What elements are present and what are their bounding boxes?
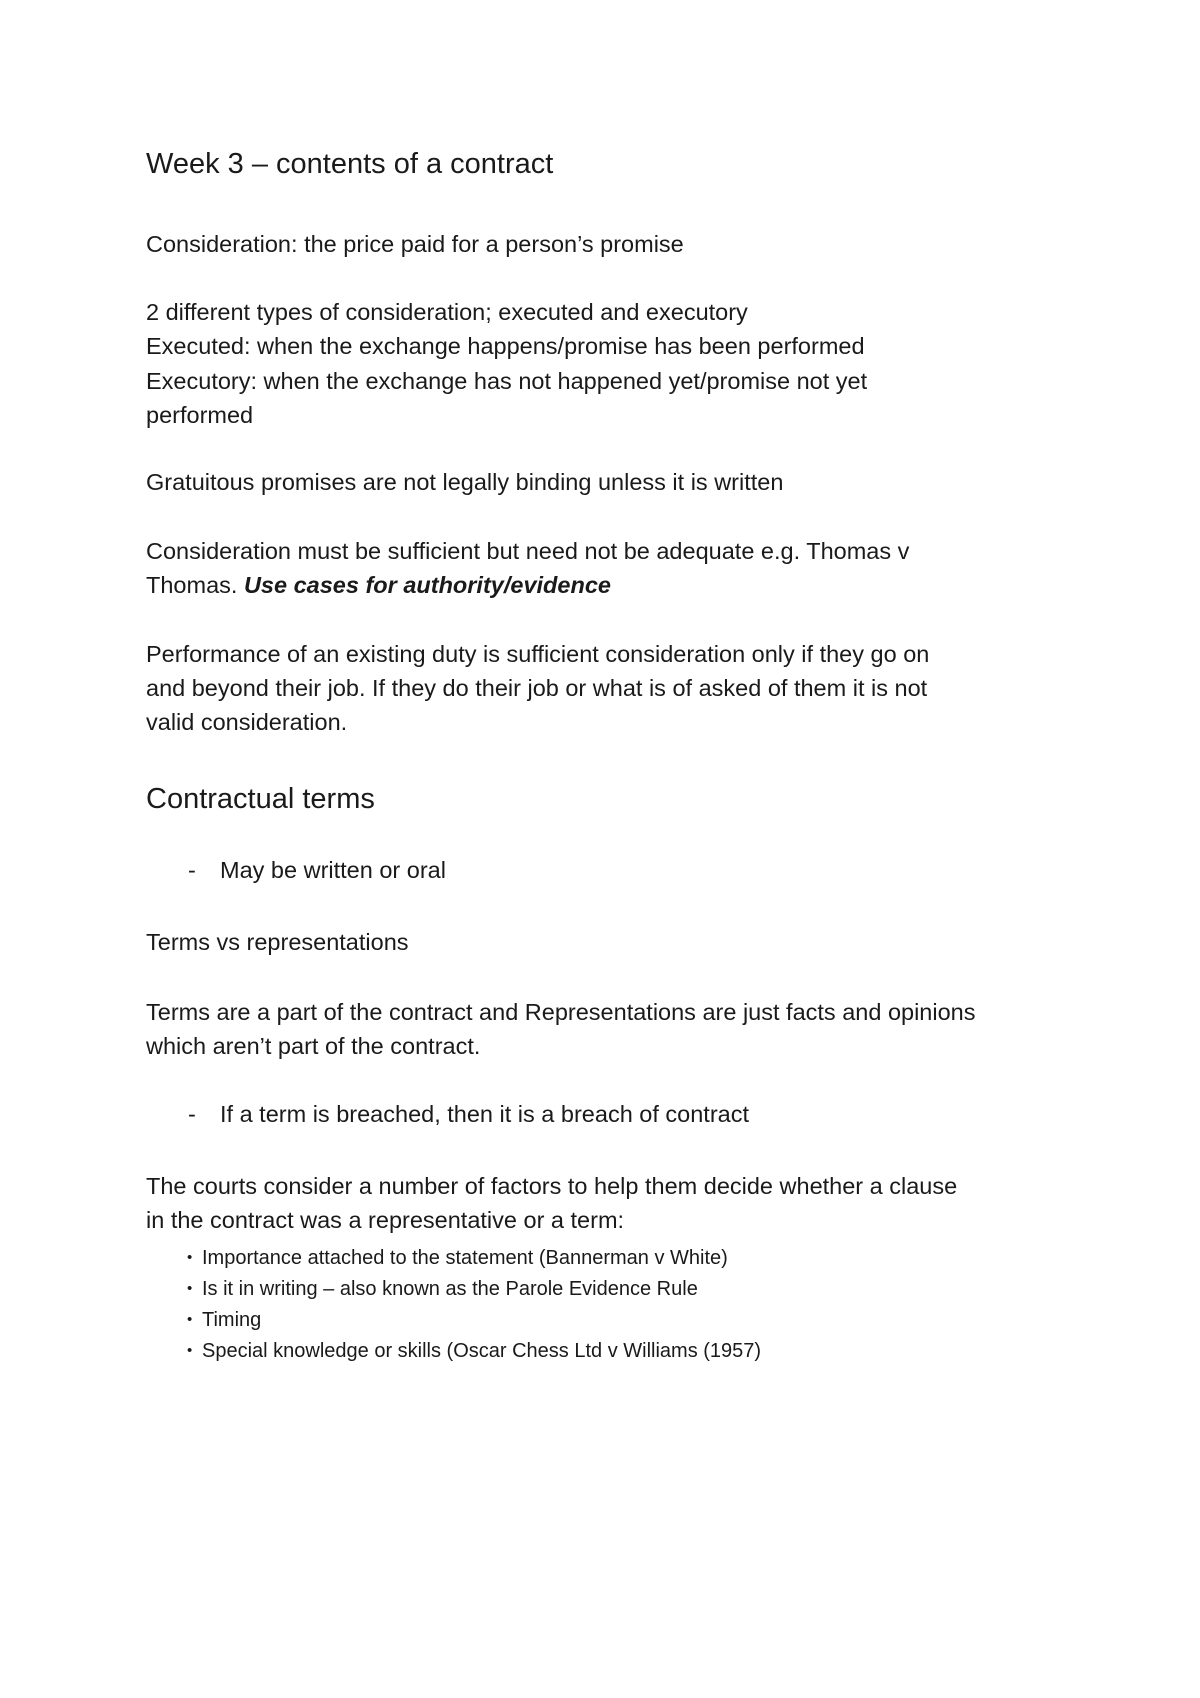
terms-def-line-1: Terms are a part of the contract and Representations are just facts and opinions [146, 999, 976, 1025]
bullet-marker: • [187, 1280, 193, 1297]
sufficient-line-2 [146, 568, 611, 603]
sufficient-line-1: Consideration must be sufficient but need not be adequate e.g. Thomas v [146, 538, 910, 564]
terms-vs-heading: Terms vs representations [146, 929, 409, 955]
bullet-marker: • [187, 1311, 193, 1328]
terms-def-line-2: which aren’t part of the contract. [146, 1033, 481, 1059]
section-heading: Contractual terms [146, 783, 375, 815]
list-item-text: Is it in writing – also known as the Parole Evidence Rule [202, 1278, 698, 1300]
list-item-text: Timing [202, 1309, 262, 1331]
types-line-3: Executory: when the exchange has not happened yet/promise not yet [146, 368, 868, 394]
list-item [187, 1278, 698, 1301]
list-item [187, 1247, 728, 1270]
existing-duty-line-3: valid consideration. [146, 709, 348, 735]
sufficient-line-2-text: Thomas. [146, 572, 244, 598]
list-item [187, 1309, 261, 1332]
types-line-1: 2 different types of consideration; executed and executory [146, 299, 748, 325]
emphasis-note: Use cases for authority/evidence [243, 572, 611, 598]
dash-item-text: If a term is breached, then it is a breach of contract [220, 1101, 750, 1127]
courts-line-2: in the contract was a representative or a term: [146, 1207, 625, 1233]
dash-item-text: May be written or oral [220, 857, 446, 883]
list-item [187, 1340, 761, 1363]
list-item-text: Special knowledge or skills (Oscar Chess Ltd v Williams (1957) [202, 1340, 762, 1362]
types-line-4: performed [146, 402, 254, 428]
gratuitous-paragraph: Gratuitous promises are not legally binding unless it is written [146, 469, 784, 495]
bullet-marker: • [187, 1342, 193, 1359]
types-line-2: Executed: when the exchange happens/promise has been performed [146, 333, 865, 359]
courts-line-1: The courts consider a number of factors to help them decide whether a clause [146, 1173, 958, 1199]
page-title: Week 3 – contents of a contract [146, 148, 554, 180]
consideration-definition: Consideration: the price paid for a person’s promise [146, 231, 684, 257]
existing-duty-line-2: and beyond their job. If they do their job or what is of asked of them it is not [146, 675, 928, 701]
existing-duty-line-1: Performance of an existing duty is sufficient consideration only if they go on [146, 641, 930, 667]
dash-marker: - [188, 1101, 196, 1127]
list-item-text: Importance attached to the statement (Bannerman v White) [202, 1247, 728, 1269]
bullet-marker: • [187, 1249, 193, 1266]
dash-marker: - [188, 857, 196, 883]
